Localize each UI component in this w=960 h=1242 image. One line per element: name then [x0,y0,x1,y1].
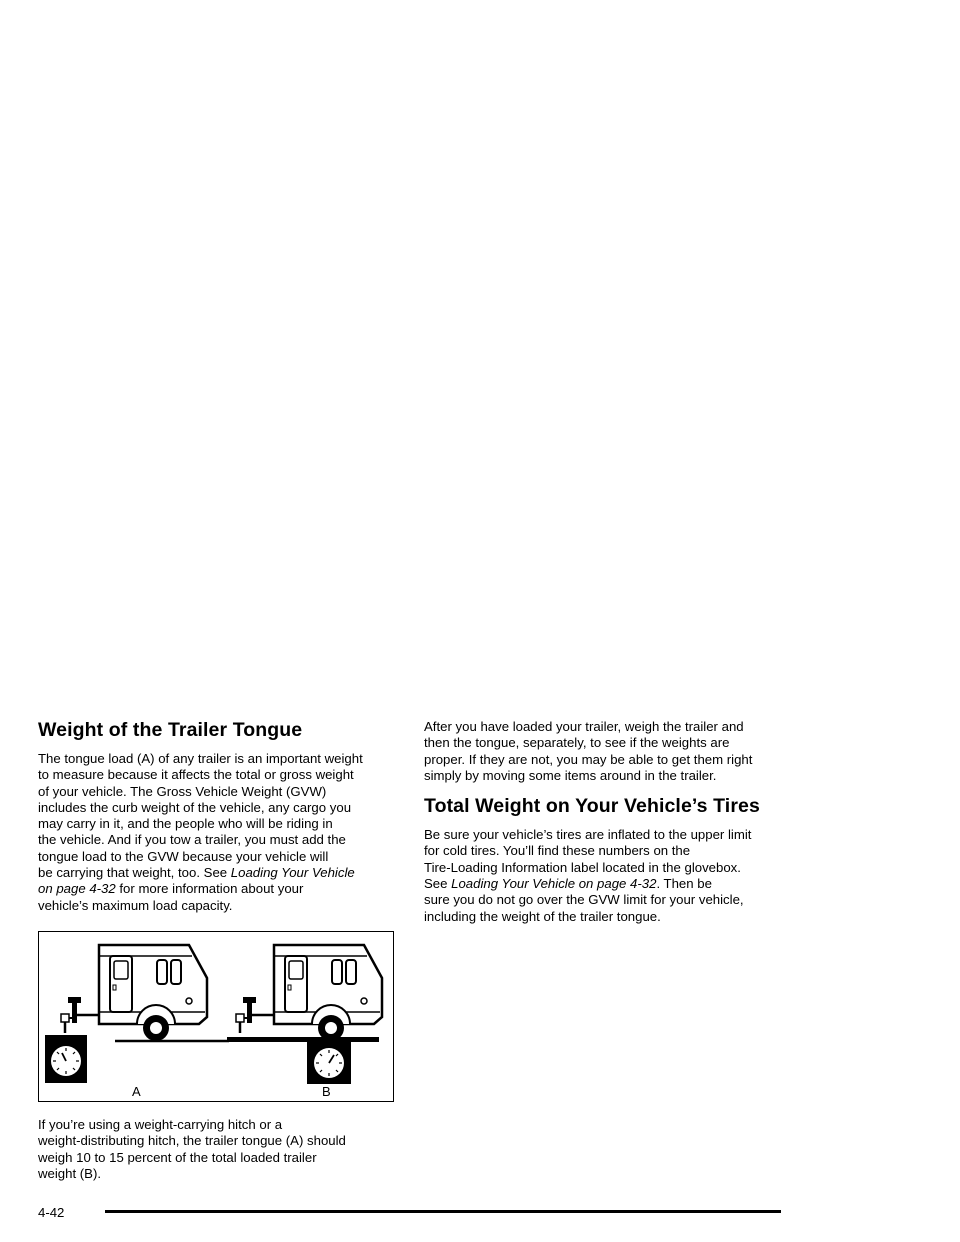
scale-platform-a [45,1035,87,1039]
scale-b-icon [307,1042,351,1084]
scale-platform-b [227,1037,379,1042]
paragraph-tongue-load [38,751,394,914]
paragraph-hitch: If you’re using a weight-carrying hitch or a weight-distributing hitch, the trailer tongue (A) should weigh 10 to 15 percent of the total loaded trailer weight (B). [38,1116,346,1181]
paragraph-tire-inflation [424,827,786,925]
section-heading-total-weight: Total Weight on Your Vehicle’s Tires [424,795,760,818]
paragraph-tire-inflation-text: Be sure your vehicle’s tires are inflated to the upper limit for cold tires. You’ll find these numbers on the Tire-Loading Information label located in the glovebox. See [424,827,752,892]
scale-a-icon [45,1039,87,1083]
section-heading-trailer-tongue: Weight of the Trailer Tongue [38,719,303,741]
cross-reference-link-2[interactable]: Loading Your Vehicle on page 4-32 [451,876,657,892]
cross-reference-link[interactable]: Loading Your Vehicle on page 4-32 [38,865,355,897]
paragraph-tire-inflation-tail: . Then be sure you do not go over the GVW limit for your vehicle, including the weight of the trailer tongue. [424,876,744,924]
paragraph-tongue-load-text: The tongue load (A) of any trailer is an important weight to measure because it affects the total or gross weight of your vehicle. The Gross Vehicle Weight (GVW) includes the curb weight of the vehicle, any cargo you may carry in it, and the people who will be riding in the vehicle. And if you tow a trailer, you must add the tongue load to the GVW because your vehicle will be carrying that weight, too. See [38,751,363,881]
trailer-scale-drawing [39,932,395,1103]
figure-label-a: A [132,1083,141,1099]
paragraph-tongue-load-tail: for more information about your vehicle’s maximum load capacity. [38,881,304,913]
paragraph-weigh-trailer: After you have loaded your trailer, weigh the trailer and then the tongue, separately, to see if the weights are proper. If they are not, you may be able to get them right simply by moving some items around in the trailer. [424,719,753,783]
trailer-b-drawing [236,945,382,1041]
trailer-a-drawing [61,945,207,1041]
trailer-weighing-illustration [38,931,394,1102]
left-column [38,718,394,1182]
page-number: 4-42 [38,1205,65,1220]
right-column [424,719,786,925]
footer-rule [105,1210,781,1213]
figure-label-b: B [322,1083,331,1099]
